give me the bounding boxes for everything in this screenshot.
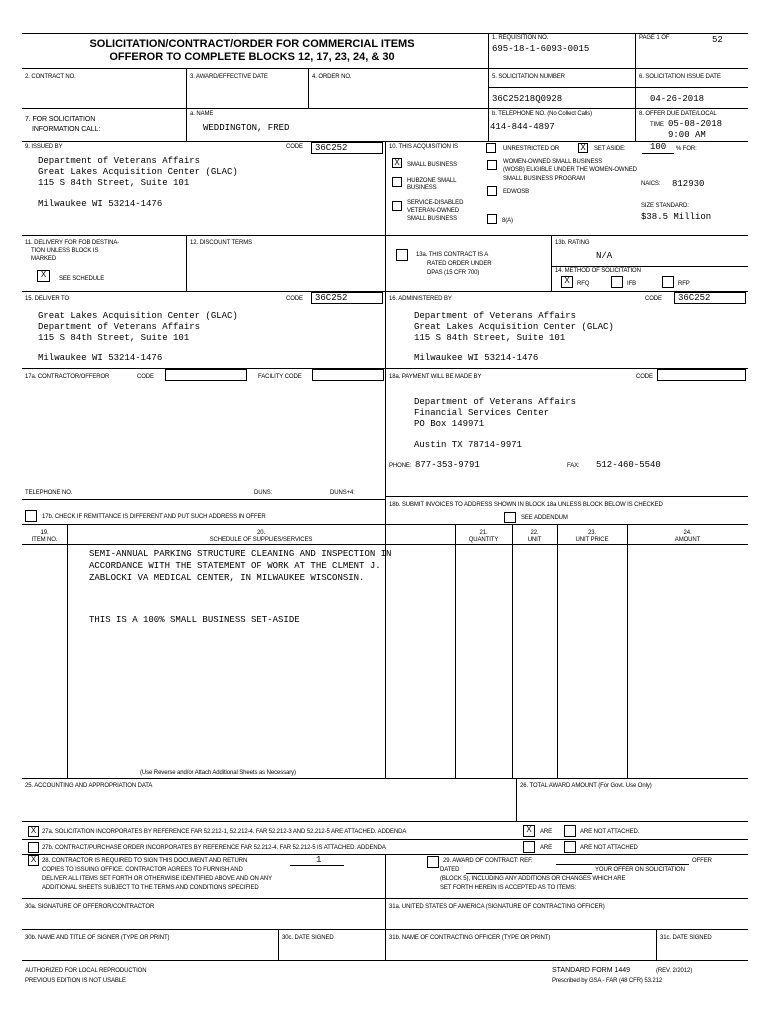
acquisition-label: 10. THIS ACQUISITION IS bbox=[389, 144, 458, 150]
see-schedule-label: SEE SCHEDULE bbox=[59, 276, 105, 282]
sig-30b-label: 30b. NAME AND TITLE OF SIGNER (TYPE OR PRINT) bbox=[25, 935, 170, 941]
issued-code-label: CODE bbox=[286, 144, 303, 150]
facility-code-field[interactable] bbox=[312, 369, 384, 381]
deliver-code-label: CODE bbox=[286, 296, 303, 302]
schedule-desc-1: SEMI-ANNUAL PARKING STRUCTURE CLEANING AND INSPECTION IN bbox=[89, 549, 392, 559]
issued-code: 36C252 bbox=[315, 143, 348, 153]
c27b-checkbox[interactable] bbox=[28, 842, 39, 853]
deliver-code: 36C252 bbox=[315, 293, 348, 303]
order-no-label: 4. ORDER NO. bbox=[312, 74, 352, 80]
c27a-are-checkbox[interactable]: X bbox=[523, 825, 535, 837]
issued-line-1: Department of Veterans Affairs bbox=[38, 156, 201, 166]
set-aside-percent: 100 bbox=[650, 142, 667, 152]
sdvosb-checkbox[interactable] bbox=[392, 201, 402, 211]
phone-label: b. TELEPHONE NO. (No Collect Calls) bbox=[492, 111, 593, 117]
c28-label-4: ADDITIONAL SHEETS SUBJECT TO THE TERMS AND CONDITIONS SPECIFIED bbox=[42, 885, 259, 891]
c27a-are-not-checkbox[interactable] bbox=[564, 825, 576, 837]
page-label: PAGE 1 OF bbox=[639, 35, 670, 41]
col19-header: ITEM NO. bbox=[31, 537, 58, 543]
issue-date-value: 04-26-2018 bbox=[650, 94, 705, 104]
remittance-checkbox[interactable] bbox=[25, 510, 37, 522]
rfq-label: RFQ bbox=[577, 281, 590, 287]
rfq-checkbox[interactable]: X bbox=[561, 276, 573, 288]
time-label: TIME bbox=[650, 122, 664, 128]
c29-dated: DATED bbox=[440, 867, 460, 873]
c27b-are-label: ARE bbox=[540, 845, 553, 851]
payment-phone-label: PHONE: bbox=[389, 463, 412, 469]
see-addendum-checkbox[interactable] bbox=[504, 512, 516, 523]
footer-prev: PREVIOUS EDITION IS NOT USABLE bbox=[25, 978, 126, 984]
sdvosb-label-3: SMALL BUSINESS bbox=[407, 216, 458, 222]
contractor-code-field[interactable] bbox=[165, 369, 247, 381]
naics-label: NAICS: bbox=[641, 181, 661, 187]
award-date-label: 3. AWARD/EFFECTIVE DATE bbox=[190, 74, 268, 80]
col23-header: UNIT PRICE bbox=[575, 537, 609, 543]
c29-label-4: SET FORTH HEREIN IS ACCEPTED AS TO ITEMS: bbox=[440, 885, 577, 891]
info-call-label-1: 7. FOR SOLICITATION bbox=[25, 116, 96, 123]
ifb-label: IFB bbox=[627, 281, 637, 287]
c27a-are-label: ARE bbox=[540, 829, 553, 835]
payment-line-2: Financial Services Center bbox=[414, 408, 550, 418]
facility-code-label: FACILITY CODE bbox=[258, 374, 302, 380]
unrestricted-label: UNRESTRICTED OR bbox=[503, 146, 560, 152]
sig-30a-label: 30a. SIGNATURE OF OFFEROR/CONTRACTOR bbox=[25, 904, 155, 910]
duns4-label: DUNS+4: bbox=[330, 490, 355, 496]
administered-line-1: Department of Veterans Affairs bbox=[414, 311, 577, 321]
set-aside-note: THIS IS A 100% SMALL BUSINESS SET-ASIDE bbox=[89, 615, 300, 625]
form-title: SOLICITATION/CONTRACT/ORDER FOR COMMERCIAL ITEMS bbox=[89, 38, 415, 50]
deliver-line-1: Great Lakes Acquisition Center (GLAC) bbox=[38, 311, 238, 321]
accounting-label: 25. ACCOUNTING AND APPROPRIATION DATA bbox=[25, 783, 153, 789]
see-schedule-checkbox[interactable]: X bbox=[37, 270, 50, 282]
payment-phone-value: 877-353-9791 bbox=[415, 460, 480, 470]
total-award-label: 26. TOTAL AWARD AMOUNT (For Govt. Use Only) bbox=[520, 783, 652, 789]
size-standard-value: $38.5 Million bbox=[641, 212, 712, 222]
form-subtitle: OFFEROR TO COMPLETE BLOCKS 12, 17, 23, 24, & 30 bbox=[109, 51, 395, 63]
administered-label: 16. ADMINISTERED BY bbox=[389, 296, 452, 302]
deliver-line-2: Department of Veterans Affairs bbox=[38, 322, 201, 332]
c27a-label: 27a. SOLICITATION INCORPORATES BY REFERENCE FAR 52.212-1, 52.212-4. FAR 52.212-3 AND 52.212-5 ARE ATTACHED. ADDENDA bbox=[42, 829, 407, 835]
payment-line-1: Department of Veterans Affairs bbox=[414, 397, 577, 407]
c29-label-3: (BLOCK 5), INCLUDING ANY ADDITIONS OR CHANGES WHICH ARE bbox=[440, 876, 626, 882]
schedule-desc-3: ZABLOCKI VA MEDICAL CENTER, IN MILWAUKEE WISCONSIN. bbox=[89, 573, 365, 583]
c27a-are-not-label: ARE NOT ATTACHED. bbox=[580, 829, 640, 835]
c28-label-2: COPIES TO ISSUING OFFICE. CONTRACTOR AGREES TO FURNISH AND bbox=[42, 867, 243, 873]
footer-form: STANDARD FORM 1449 bbox=[552, 967, 631, 974]
delivery-label-3: MARKED bbox=[31, 256, 57, 262]
telephone-label: TELEPHONE NO. bbox=[25, 490, 73, 496]
set-aside-checkbox[interactable]: X bbox=[578, 143, 588, 153]
payment-fax-value: 512-460-5540 bbox=[596, 460, 661, 470]
rated-order-label-1: 13a. THIS CONTRACT IS A bbox=[416, 252, 489, 258]
administered-code-label: CODE bbox=[645, 296, 662, 302]
page-total: 52 bbox=[712, 35, 723, 45]
small-business-checkbox[interactable]: X bbox=[392, 158, 402, 168]
naics-value: 812930 bbox=[672, 179, 705, 189]
payment-line-3: PO Box 149971 bbox=[414, 419, 485, 429]
c29-offer: OFFER bbox=[692, 858, 712, 864]
payment-label: 18a. PAYMENT WILL BE MADE BY bbox=[389, 374, 482, 380]
sig-31b-label: 31b. NAME OF CONTRACTING OFFICER (TYPE OR PRINT) bbox=[389, 935, 551, 941]
c28-checkbox[interactable]: X bbox=[28, 855, 39, 866]
issued-by-label: 9. ISSUED BY bbox=[25, 144, 63, 150]
c27b-label: 27b. CONTRACT/PURCHASE ORDER INCORPORATES BY REFERENCE FAR 52.212-4. FAR 52.212-5 IS ATTACHED. ADDENDA bbox=[42, 845, 386, 851]
c28-label-1: 28. CONTRACTOR IS REQUIRED TO SIGN THIS DOCUMENT AND RETURN bbox=[42, 858, 248, 864]
c27b-are-checkbox[interactable] bbox=[523, 841, 535, 853]
rating-label: 13b. RATING bbox=[555, 240, 590, 246]
payment-code-field[interactable] bbox=[657, 369, 746, 381]
col21-header: QUANTITY bbox=[468, 537, 499, 543]
col24-num: 24. bbox=[683, 530, 692, 536]
rated-order-label-2: RATED ORDER UNDER bbox=[427, 261, 492, 267]
sig-31c-label: 31c. DATE SIGNED bbox=[660, 935, 712, 941]
footer-prescribed: Prescribed by GSA - FAR (48 CFR) 53.212 bbox=[552, 978, 663, 984]
edwosb-checkbox[interactable] bbox=[487, 186, 497, 196]
small-business-label: SMALL BUSINESS bbox=[407, 162, 458, 168]
col24-header: AMOUNT bbox=[674, 537, 701, 543]
administered-code: 36C252 bbox=[678, 293, 711, 303]
requisition-value: 695-18-1-6093-0015 bbox=[492, 44, 590, 54]
solicitation-no-value: 36C25218Q0928 bbox=[492, 94, 563, 104]
discount-terms-label: 12. DISCOUNT TERMS bbox=[190, 240, 252, 246]
rated-order-label-3: DPAS (15 CFR 700) bbox=[427, 270, 480, 276]
delivery-label-1: 11. DELIVERY FOR FOB DESTINA- bbox=[25, 240, 120, 246]
footer-rev: (REV. 2/2012) bbox=[656, 968, 693, 974]
contractor-code-label: CODE bbox=[137, 374, 154, 380]
wosb-checkbox[interactable] bbox=[487, 160, 497, 170]
phone-value: 414-844-4897 bbox=[490, 122, 555, 132]
method-label: 14. METHOD OF SOLICITATION bbox=[555, 268, 641, 274]
solicitation-no-label: 5. SOLICITATION NUMBER bbox=[492, 74, 565, 80]
hubzone-label-1: HUBZONE SMALL bbox=[407, 178, 457, 184]
duns-label: DUNS: bbox=[254, 490, 273, 496]
issued-line-5: Milwaukee WI 53214-1476 bbox=[38, 199, 163, 209]
info-call-label-2: INFORMATION CALL: bbox=[32, 126, 101, 133]
c27b-are-not-checkbox[interactable] bbox=[564, 841, 576, 853]
col23-num: 23. bbox=[587, 530, 597, 536]
wosb-label-1: WOMEN-OWNED SMALL BUSINESS bbox=[503, 159, 603, 165]
c27a-checkbox[interactable]: X bbox=[28, 826, 39, 837]
col22-header: UNIT bbox=[527, 537, 542, 543]
c28-copies: 1 bbox=[316, 855, 322, 865]
wosb-label-2: (WOSB) ELIGIBLE UNDER THE WOMEN-OWNED bbox=[503, 167, 637, 173]
contract-no-label: 2. CONTRACT NO. bbox=[25, 74, 76, 80]
issue-date-label: 6. SOLICITATION ISSUE DATE bbox=[639, 74, 721, 80]
deliver-line-3: 115 S 84th Street, Suite 101 bbox=[38, 333, 190, 343]
see-addendum-label: SEE ADDENDUM bbox=[521, 515, 568, 521]
name-value: WEDDINGTON, FRED bbox=[203, 123, 290, 133]
eight-a-label: 8(A) bbox=[502, 218, 513, 224]
hubzone-checkbox[interactable] bbox=[392, 177, 402, 187]
wosb-label-3: SMALL BUSINESS PROGRAM bbox=[503, 176, 585, 182]
edwosb-label: EDWOSB bbox=[503, 189, 530, 195]
due-time-value: 9:00 AM bbox=[668, 130, 706, 140]
c29-checkbox[interactable] bbox=[427, 856, 439, 868]
contractor-label: 17a. CONTRACTOR/OFFEROR bbox=[25, 374, 110, 380]
c28-label-3: DELIVER ALL ITEMS SET FORTH OR OTHERWISE IDENTIFIED ABOVE AND ON ANY bbox=[42, 876, 273, 882]
payment-fax-label: FAX: bbox=[567, 463, 580, 469]
name-label: a. NAME bbox=[190, 111, 214, 117]
c29-your-offer: YOUR OFFER ON SOLICITATION bbox=[595, 867, 685, 873]
sdvosb-label-1: SERVICE-DISABLED bbox=[407, 200, 464, 206]
sig-31a-label: 31a. UNITED STATES OF AMERICA (SIGNATURE OF CONTRACTING OFFICER) bbox=[389, 904, 605, 910]
payment-line-5: Austin TX 78714-9971 bbox=[414, 440, 523, 450]
invoice-label: 18b. SUBMIT INVOICES TO ADDRESS SHOWN IN BLOCK 18a UNLESS BLOCK BELOW IS CHECKED bbox=[389, 502, 663, 508]
eight-a-checkbox[interactable] bbox=[487, 214, 497, 224]
schedule-desc-2: ACCORDANCE WITH THE STATEMENT OF WORK AT THE CLMENT J. bbox=[89, 561, 381, 571]
footer-auth: AUTHORIZED FOR LOCAL REPRODUCTION bbox=[25, 968, 147, 974]
requisition-label: 1. REQUISITION NO. bbox=[492, 35, 549, 41]
c27b-are-not-label: ARE NOT ATTACHED bbox=[580, 845, 638, 851]
sig-30c-label: 30c. DATE SIGNED bbox=[282, 935, 334, 941]
administered-line-2: Great Lakes Acquisition Center (GLAC) bbox=[414, 322, 614, 332]
col20-header: SCHEDULE OF SUPPLIES/SERVICES bbox=[209, 537, 313, 543]
percent-for-label: % FOR: bbox=[676, 146, 697, 152]
remittance-label: 17b. CHECK IF REMITTANCE IS DIFFERENT AND PUT SUCH ADDRESS IN OFFER bbox=[42, 514, 266, 520]
issued-line-3: 115 S 84th Street, Suite 101 bbox=[38, 178, 190, 188]
administered-line-5: Milwaukee WI 53214-1476 bbox=[414, 353, 539, 363]
col19-num: 19. bbox=[40, 530, 49, 536]
reverse-note: (Use Reverse and/or Attach Additional Sheets as Necessary) bbox=[140, 770, 296, 776]
due-date-value: 05-08-2018 bbox=[668, 119, 723, 129]
sdvosb-label-2: VETERAN-OWNED bbox=[407, 208, 460, 214]
rated-order-checkbox[interactable] bbox=[396, 249, 408, 261]
due-date-label: 8. OFFER DUE DATE/LOCAL bbox=[639, 111, 717, 117]
rating-value: N/A bbox=[596, 251, 613, 261]
issued-line-2: Great Lakes Acquisition Center (GLAC) bbox=[38, 167, 238, 177]
c29-label-1: 29. AWARD OF CONTRACT: REF. bbox=[443, 858, 533, 864]
col20-num: 20. bbox=[256, 530, 266, 536]
rfp-label: RFP bbox=[678, 281, 690, 287]
size-standard-label: SIZE STANDARD: bbox=[641, 203, 689, 209]
deliver-line-5: Milwaukee WI 53214-1476 bbox=[38, 353, 163, 363]
payment-code-label: CODE bbox=[636, 374, 653, 380]
administered-line-3: 115 S 84th Street, Suite 101 bbox=[414, 333, 566, 343]
col22-num: 22. bbox=[530, 530, 539, 536]
delivery-label-2: TION UNLESS BLOCK IS bbox=[31, 248, 99, 254]
col21-num: 21. bbox=[479, 530, 488, 536]
ifb-checkbox[interactable] bbox=[611, 276, 623, 288]
hubzone-label-2: BUSINESS bbox=[407, 185, 437, 191]
deliver-to-label: 15. DELIVER TO bbox=[25, 296, 70, 302]
set-aside-label: SET ASIDE: bbox=[594, 146, 626, 152]
unrestricted-checkbox[interactable] bbox=[486, 143, 496, 153]
rfp-checkbox[interactable] bbox=[662, 276, 674, 288]
